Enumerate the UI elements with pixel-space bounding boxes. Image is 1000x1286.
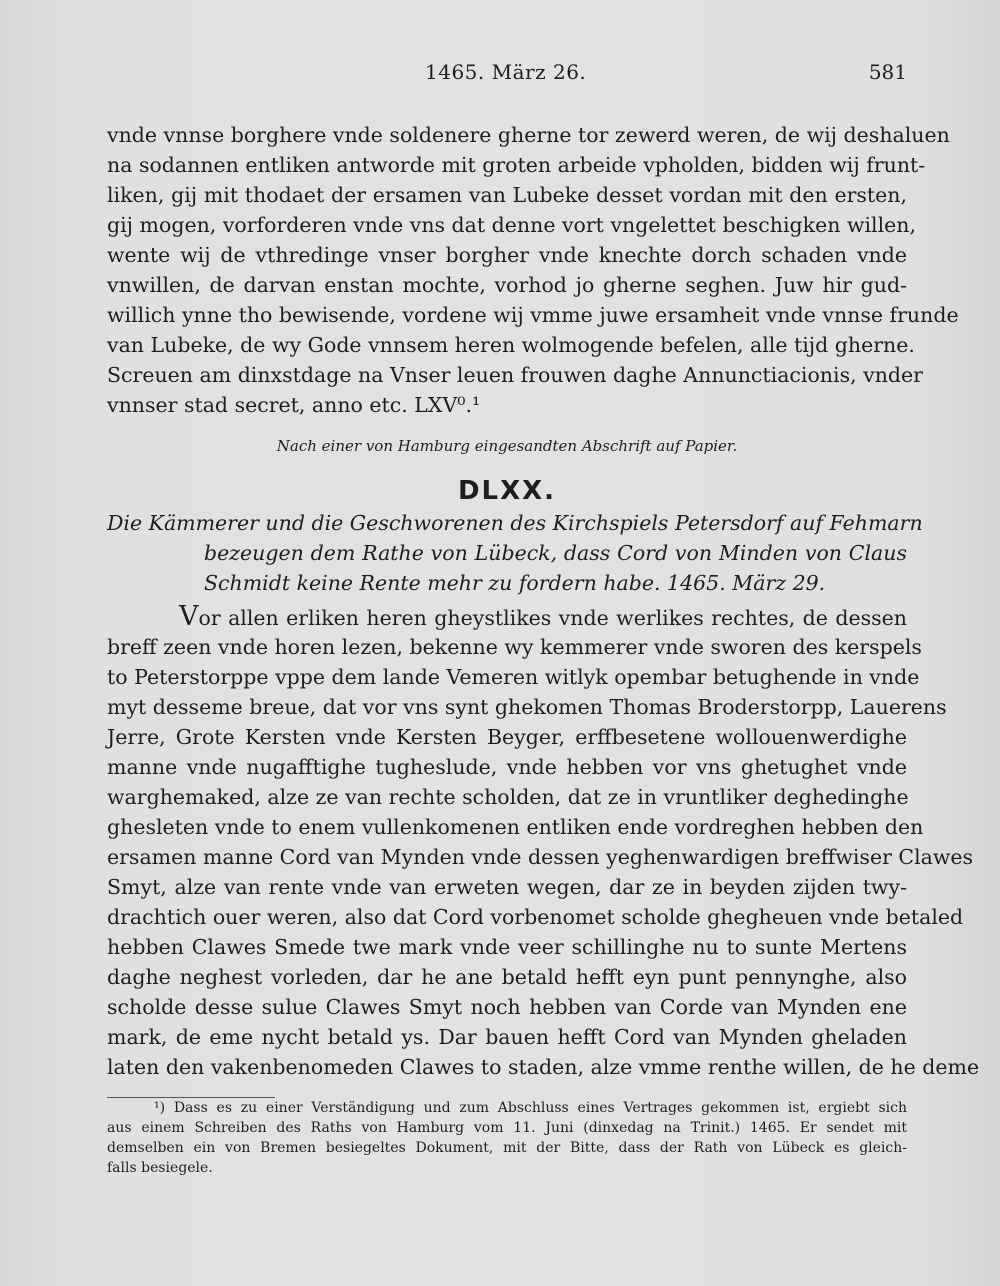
text-line: willich ynne tho bewisende, vordene wij vmme juwe ersamheit vnde vnnse frunde bbox=[107, 303, 959, 327]
document-heading bbox=[107, 508, 923, 598]
text-line: manne vnde nugafftighe tugheslude, vnde hebben vor vns ghetughet vnde bbox=[107, 755, 907, 779]
heading-line: Die Kämmerer und die Geschworenen des Kirchspiels Petersdorf auf Fehmarn bbox=[107, 511, 923, 535]
text-line: vnnser stad secret, anno etc. LXV⁰.¹ bbox=[107, 393, 481, 417]
text-line: na sodannen entliken antworde mit groten arbeide vpholden, bidden wij frunt- bbox=[107, 153, 926, 177]
text-line: daghe neghest vorleden, dar he ane betald hefft eyn punt pennynghe, also bbox=[107, 965, 907, 989]
document-body bbox=[107, 601, 980, 1082]
text-line: myt desseme breue, dat vor vns synt ghekomen Thomas Broderstorpp, Lauerens bbox=[107, 695, 947, 719]
first-line-text: or allen erliken heren gheystlikes vnde werlikes rechtes, de dessen bbox=[198, 606, 907, 630]
text-line: wente wij de vthredinge vnser borgher vnde knechte dorch schaden vnde bbox=[107, 243, 907, 267]
text-line: mark, de eme nycht betald ys. Dar bauen hefft Cord van Mynden gheladen bbox=[107, 1025, 907, 1049]
text-line: Screuen am dinxstdage na Vnser leuen frouwen daghe Annunctiacionis, vnder bbox=[107, 363, 923, 387]
heading-line: bezeugen dem Rathe von Lübeck, dass Cord von Minden von Claus bbox=[204, 541, 907, 565]
text-line: to Peterstorppe vppe dem lande Vemeren witlyk opembar betughende in vnde bbox=[107, 665, 920, 689]
footnote-line: demselben ein von Bremen besiegeltes Dokument, mit der Bitte, dass der Rath von Lübeck es gleich- bbox=[107, 1140, 907, 1156]
text-line: laten den vakenbenomeden Clawes to staden, alze vmme renthe willen, de he deme bbox=[107, 1055, 980, 1079]
first-line bbox=[107, 602, 907, 632]
text-line: liken, gij mit thodaet der ersamen van Lubeke desset vordan mit den ersten, bbox=[107, 183, 907, 207]
text-line: Jerre, Grote Kersten vnde Kersten Beyger, erffbesetene wollouenwerdighe bbox=[107, 725, 907, 749]
source-note: Nach einer von Hamburg eingesandten Abschrift auf Papier. bbox=[276, 437, 738, 455]
header-date: 1465. März 26. bbox=[425, 60, 587, 84]
text-line: breff zeen vnde horen lezen, bekenne wy kemmerer vnde sworen des kerspels bbox=[107, 635, 922, 659]
text-line: vnwillen, de darvan enstan mochte, vorhod jo gherne seghen. Juw hir gud- bbox=[107, 273, 907, 297]
text-line: hebben Clawes Smede twe mark vnde veer schillinghe nu to sunte Mertens bbox=[107, 935, 907, 959]
text-line: vnde vnnse borghere vnde soldenere gherne tor zewerd weren, de wij deshaluen bbox=[107, 123, 950, 147]
footnote-line: aus einem Schreiben des Raths von Hamburg vom 11. Juni (dinxedag na Trinit.) 1465. Er sendet mit bbox=[107, 1120, 907, 1136]
heading-line: Schmidt keine Rente mehr zu fordern habe. 1465. März 29. bbox=[204, 571, 826, 595]
text-line: ghesleten vnde to enem vullenkomenen entliken ende vordreghen hebben den bbox=[107, 815, 924, 839]
page-number: 581 bbox=[868, 60, 907, 84]
footnote-line: falls besiegele. bbox=[107, 1160, 213, 1176]
footnote-line: ¹) Dass es zu einer Verständigung und zum Abschluss eines Vertrages gekommen ist, ergiebt sich bbox=[154, 1100, 907, 1116]
text-line: Smyt, alze van rente vnde van erweten wegen, dar ze in beyden zijden twy- bbox=[107, 875, 907, 899]
footnote bbox=[107, 1098, 907, 1178]
text-line: warghemaked, alze ze van rechte scholden, dat ze in vruntliker deghedinghe bbox=[107, 785, 909, 809]
initial-letter: V bbox=[179, 601, 199, 632]
text-line: van Lubeke, de wy Gode vnnsem heren wolmogende befelen, alle tijd gherne. bbox=[107, 333, 915, 357]
running-header bbox=[107, 60, 907, 90]
text-line: scholde desse sulue Clawes Smyt noch hebben van Corde van Mynden ene bbox=[107, 995, 907, 1019]
text-line: ersamen manne Cord van Mynden vnde dessen yeghenwardigen breffwiser Clawes bbox=[107, 845, 974, 869]
text-line: gij mogen, vorforderen vnde vns dat denne vort vngelettet beschigken willen, bbox=[107, 213, 917, 237]
document-number: DLXX. bbox=[457, 476, 557, 506]
text-line: drachtich ouer weren, also dat Cord vorbenomet scholde ghegheuen vnde betaled bbox=[107, 905, 964, 929]
paragraph-continued bbox=[107, 120, 959, 420]
